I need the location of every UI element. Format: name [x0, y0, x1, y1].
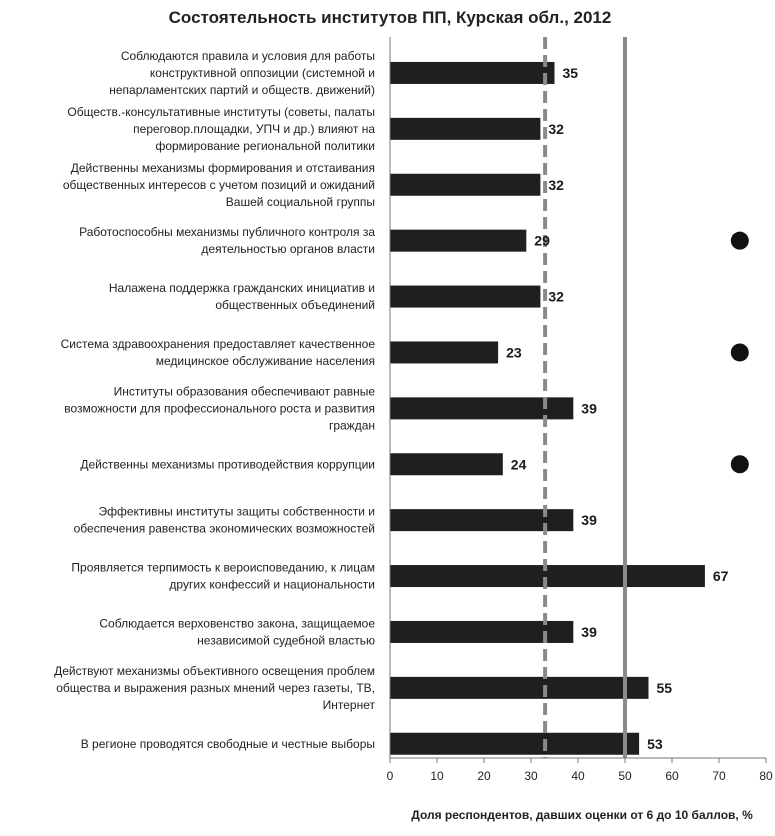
data-label: 39: [581, 400, 597, 417]
x-tick-label: 30: [524, 769, 538, 783]
bars-layer: [390, 62, 705, 755]
data-label: 67: [712, 568, 729, 585]
bar: [390, 174, 540, 196]
category-labels: [54, 49, 375, 751]
category-label: Соблюдается верховенство закона, защищаемое: [99, 616, 375, 631]
bar: [390, 118, 540, 140]
bar: [390, 453, 503, 475]
x-tick-label: 40: [571, 769, 585, 783]
category-label: Работоспособны механизмы публичного контроля за: [79, 225, 375, 240]
data-label: 39: [581, 512, 597, 529]
bar: [390, 341, 498, 363]
x-tick-label: 80: [759, 769, 773, 783]
category-label: непарламентских партий и обществ. движений): [109, 82, 375, 97]
category-label: медицинское обслуживание населения: [155, 353, 375, 368]
category-label: Обществ.-консультативные институты (советы, палаты: [67, 104, 375, 119]
marker-dot: [731, 343, 749, 361]
category-label: Действуют механизмы объективного освещения проблем: [54, 663, 375, 678]
x-tick-label: 60: [665, 769, 679, 783]
category-label: Вашей социальной группы: [225, 194, 375, 209]
marker-dot: [731, 232, 749, 250]
bar: [390, 565, 705, 587]
category-label: Институты образования обеспечивают равные: [113, 384, 375, 399]
data-label: 32: [548, 288, 564, 305]
data-label: 32: [548, 176, 564, 193]
category-label: Налажена поддержка гражданских инициатив и: [108, 281, 375, 296]
data-label: 53: [647, 735, 663, 752]
bar: [390, 286, 540, 308]
data-label: 29: [534, 232, 550, 249]
category-label: общества и выражения разных мнений через газеты, ТВ,: [56, 680, 375, 695]
x-tick-label: 70: [712, 769, 726, 783]
bar: [390, 230, 526, 252]
category-label: других конфессий и национальности: [169, 577, 375, 592]
data-label: 24: [510, 456, 527, 473]
category-label: Система здравоохранения предоставляет качественное: [60, 336, 375, 351]
category-label: формирование региональной политики: [155, 138, 375, 153]
category-label: Соблюдаются правила и условия для работы: [120, 48, 375, 63]
x-tick-label: 50: [618, 769, 632, 783]
category-label: общественных объединений: [215, 298, 375, 313]
category-label: граждан: [328, 418, 375, 433]
x-tick-label: 10: [430, 769, 444, 783]
x-tick-label: 20: [477, 769, 491, 783]
x-tick-label: 0: [386, 769, 394, 783]
data-label: 35: [562, 64, 579, 81]
category-label: Интернет: [322, 697, 375, 712]
bar: [390, 62, 555, 84]
category-label: В регионе проводятся свободные и честные выборы: [80, 736, 375, 751]
data-label: 23: [506, 344, 522, 361]
category-label: Проявляется терпимость к вероисповеданию, к лицам: [71, 560, 375, 575]
category-label: деятельностью органов власти: [201, 242, 375, 257]
category-label: Действенны механизмы формирования и отстаивания: [70, 160, 375, 175]
category-label: обеспечения равенства экономических возможностей: [73, 521, 375, 536]
marker-dot: [731, 455, 749, 473]
data-label: 55: [656, 679, 673, 696]
category-label: Действенны механизмы противодействия коррупции: [80, 457, 375, 472]
markers-layer: [731, 232, 749, 474]
category-label: конструктивной оппозиции (системной и: [149, 65, 375, 80]
bar: [390, 677, 649, 699]
category-label: общественных интересов с учетом позиций и ожиданий: [62, 177, 375, 192]
category-label: возможности для профессионального роста и развития: [64, 401, 375, 416]
category-label: переговор.площадки, УПЧ и др.) влияют на: [133, 121, 375, 136]
chart-title: Состоятельность институтов ПП, Курская обл., 2012: [168, 8, 612, 27]
category-label: Эффективны институты защиты собственности и: [98, 504, 375, 519]
bar: [390, 733, 639, 755]
data-label: 32: [548, 120, 564, 137]
category-label: независимой судебной властью: [197, 633, 375, 648]
x-axis-label: Доля респондентов, давших оценки от 6 до 10 баллов, %: [411, 808, 753, 822]
data-label: 39: [581, 623, 597, 640]
